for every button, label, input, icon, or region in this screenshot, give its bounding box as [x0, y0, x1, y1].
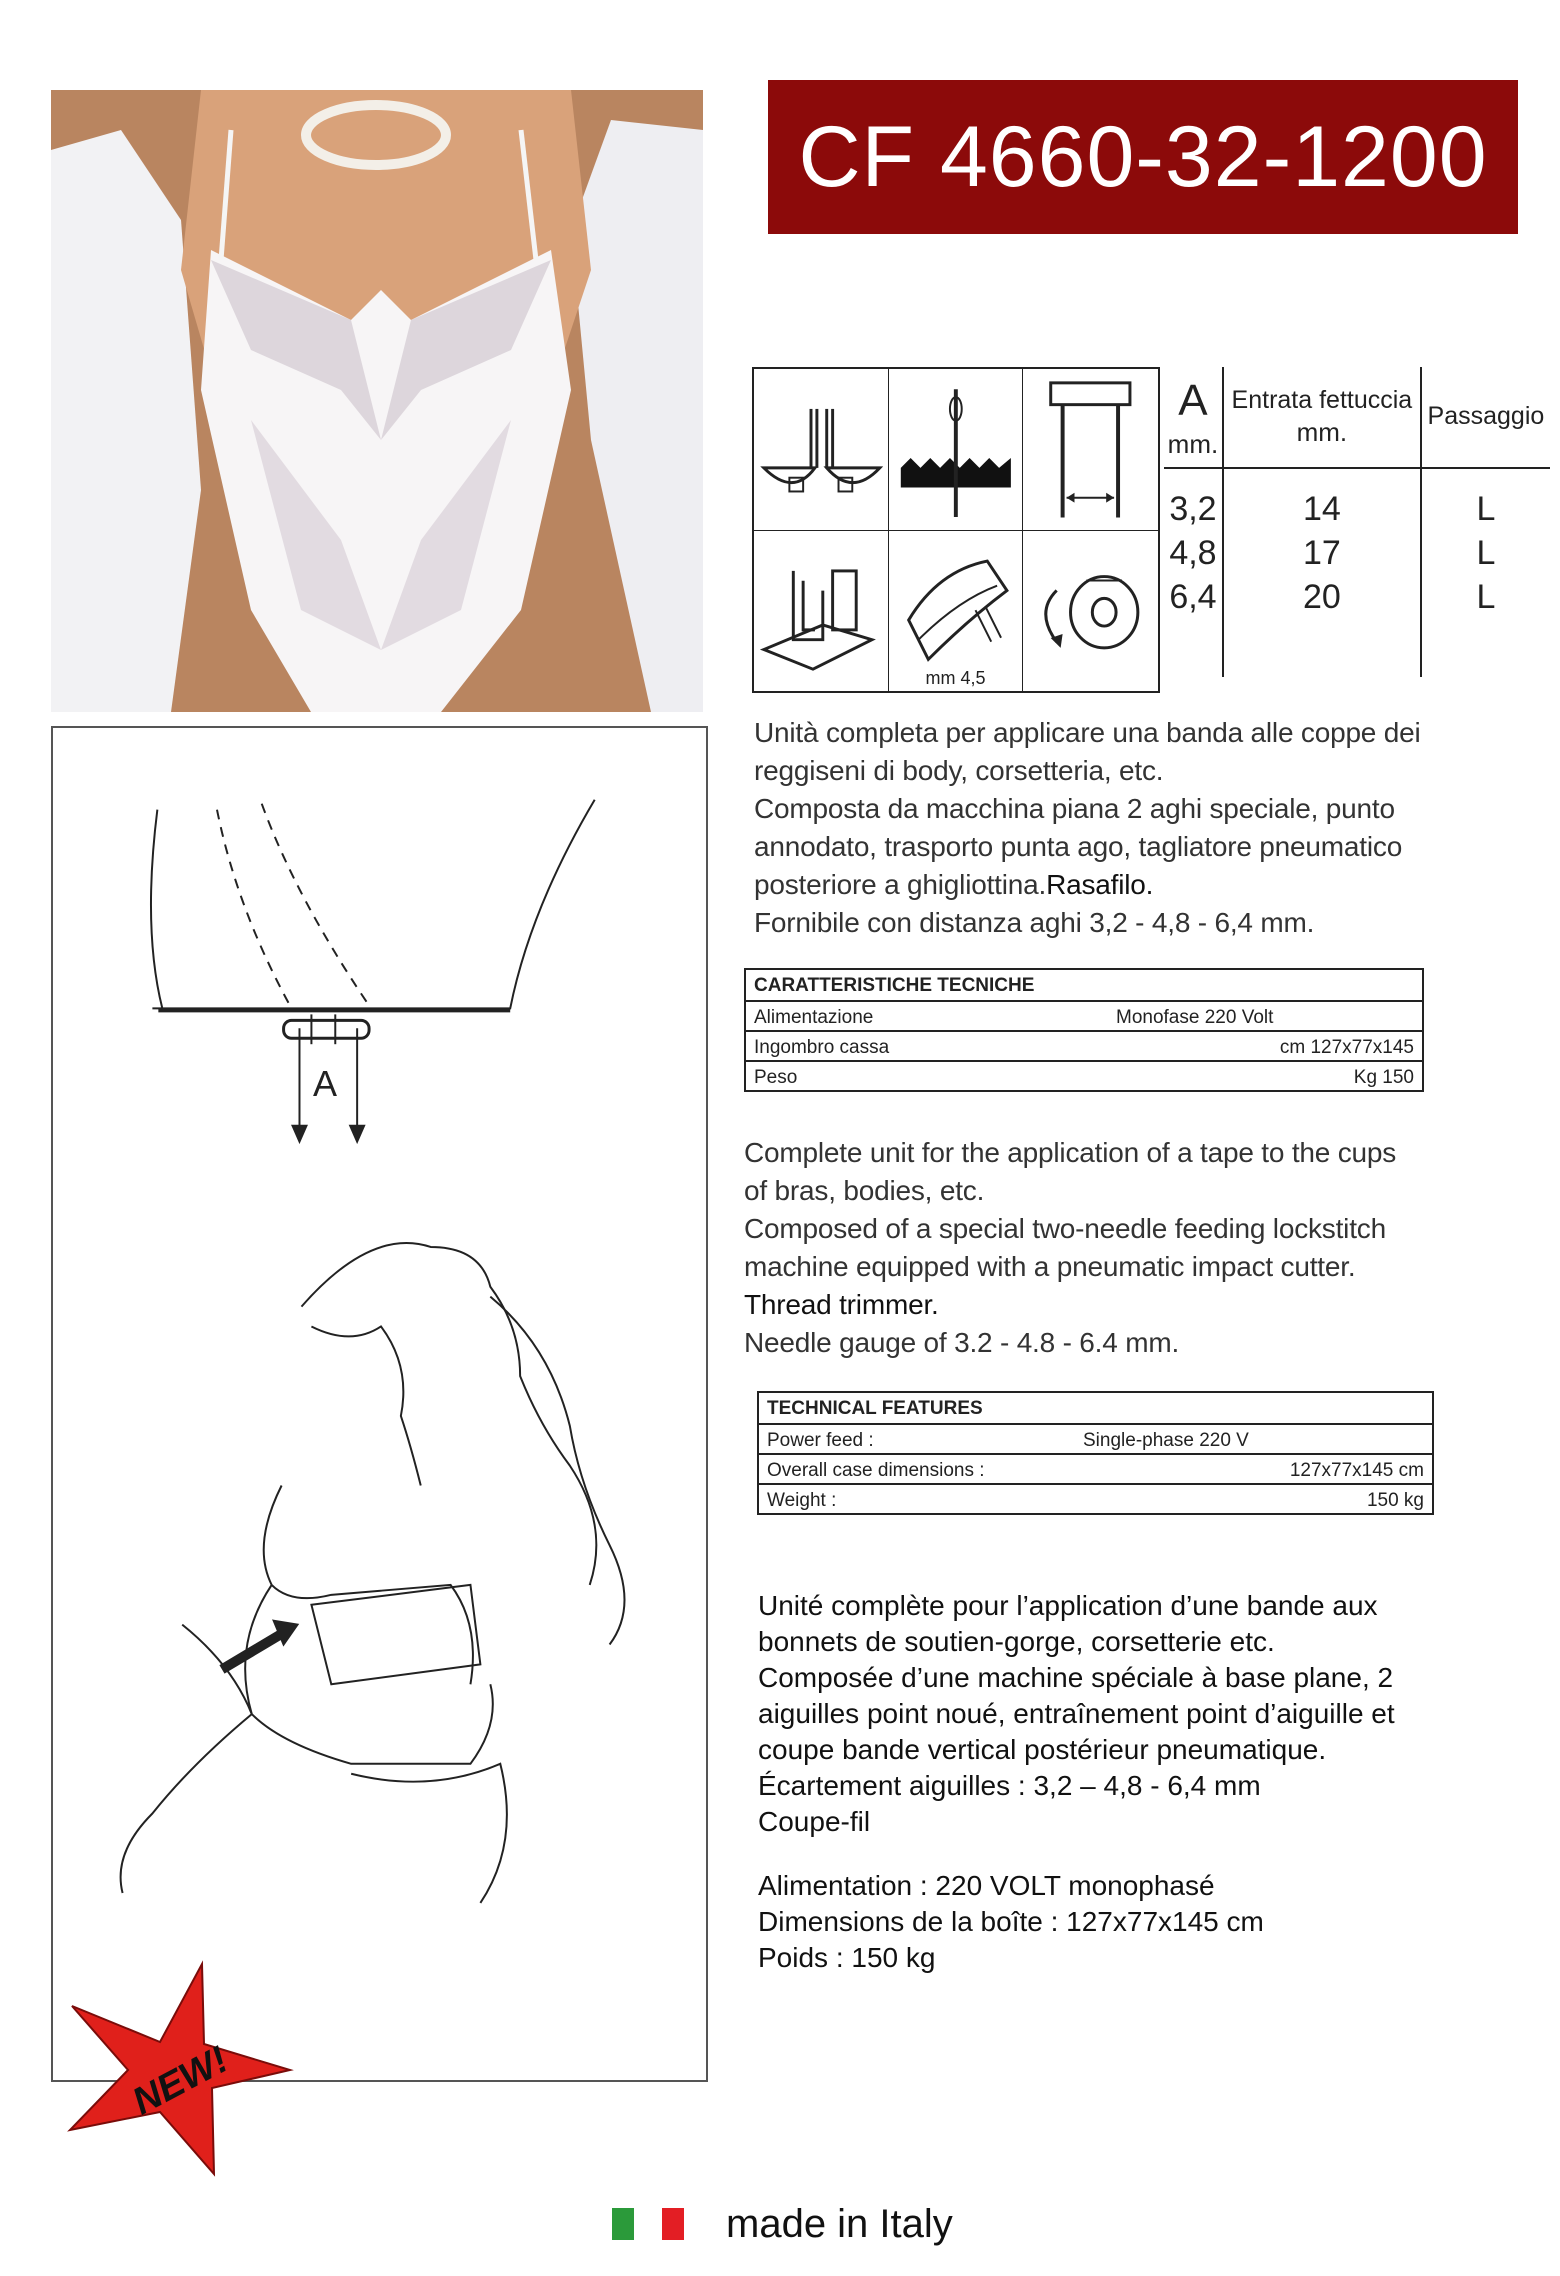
needle-feed-dogs-icon [889, 369, 1024, 531]
spec-values-row [1164, 468, 1550, 678]
operation-icon-grid [752, 367, 1160, 693]
italian-technical-table [744, 968, 1424, 1092]
dimension-label-a: A [313, 1063, 338, 1104]
table-row: Peso Kg 150 [746, 1060, 1422, 1090]
english-features-header: TECHNICAL FEATURES [767, 1398, 983, 1419]
a-values: 3,2 4,8 6,4 [1169, 489, 1217, 616]
folder-attachment-icon [754, 369, 889, 531]
table-row: Power feed : Single-phase 220 V [759, 1423, 1432, 1453]
new-badge-label: NEW! [125, 2038, 236, 2124]
italian-flag-icon [612, 2208, 684, 2240]
product-code: CF 4660-32-1200 [798, 108, 1488, 205]
column-header-a: A mm. [1164, 367, 1223, 468]
italian-features-header: CARATTERISTICHE TECNICHE [754, 975, 1035, 996]
english-technical-table [757, 1391, 1434, 1515]
made-in-italy-label: made in Italy [726, 2202, 953, 2246]
table-row: Weight : 150 kg [759, 1483, 1432, 1513]
product-code-banner [768, 80, 1518, 234]
table-row: Overall case dimensions : 127x77x145 cm [759, 1453, 1432, 1483]
needle-gauge-icon [1023, 369, 1158, 531]
tape-values: 14 17 20 [1223, 468, 1421, 678]
tape-roll-icon [1023, 531, 1158, 692]
english-description: Complete unit for the application of a tape to the cups of bras, bodies, etc. Composed of a special two-needle feeding lockstitch machine equipped with a pneumatic impact cutter. Thread trimmer. Needle gauge of 3.2 - 4.8 - 6.4 mm. [744, 1137, 1397, 1358]
table-row: Alimentazione Monofase 220 Volt [746, 1000, 1422, 1030]
pass-values: L L L [1421, 468, 1550, 678]
italian-description: Unità completa per applicare una banda alle coppe dei reggiseni di body, corsetteria, etc. Composta da macchina piana 2 aghi speciale, punto annodato, trasporto punta ago, tagliatore pneumatico posteriore a ghigliottina.Rasafilo. Fornibile con distanza aghi 3,2 - 4,8 - 6,4 mm. [754, 717, 1421, 938]
tape-width-caption: mm 4,5 [925, 667, 986, 688]
table-row: Ingombro cassa cm 127x77x145 [746, 1030, 1422, 1060]
product-photo [51, 90, 703, 712]
column-header-pass: Passaggio [1421, 367, 1550, 468]
french-specs: Alimentation : 220 VOLT monophasé Dimensions de la boîte : 127x77x145 cm Poids : 150 kg [758, 1870, 1264, 1973]
fabric-tape-icon [889, 531, 1024, 692]
technical-drawing [51, 726, 708, 2082]
french-description: Unité complète pour l’application d’une bande aux bonnets de soutien-gorge, corsetterie etc. Composée d’une machine spéciale à base plane, 2 aiguilles point noué, entraînement point d’aiguille et coupe bande vertical postérieur pneumatique. Écartement aiguilles : 3,2 – 4,8 - 6,4 mm Coupe-fil [758, 1590, 1395, 1837]
needle-spec-table [1164, 367, 1550, 677]
column-header-tape: Entrata fettuccia mm. [1223, 367, 1421, 468]
tape-guide-icon [754, 531, 889, 692]
